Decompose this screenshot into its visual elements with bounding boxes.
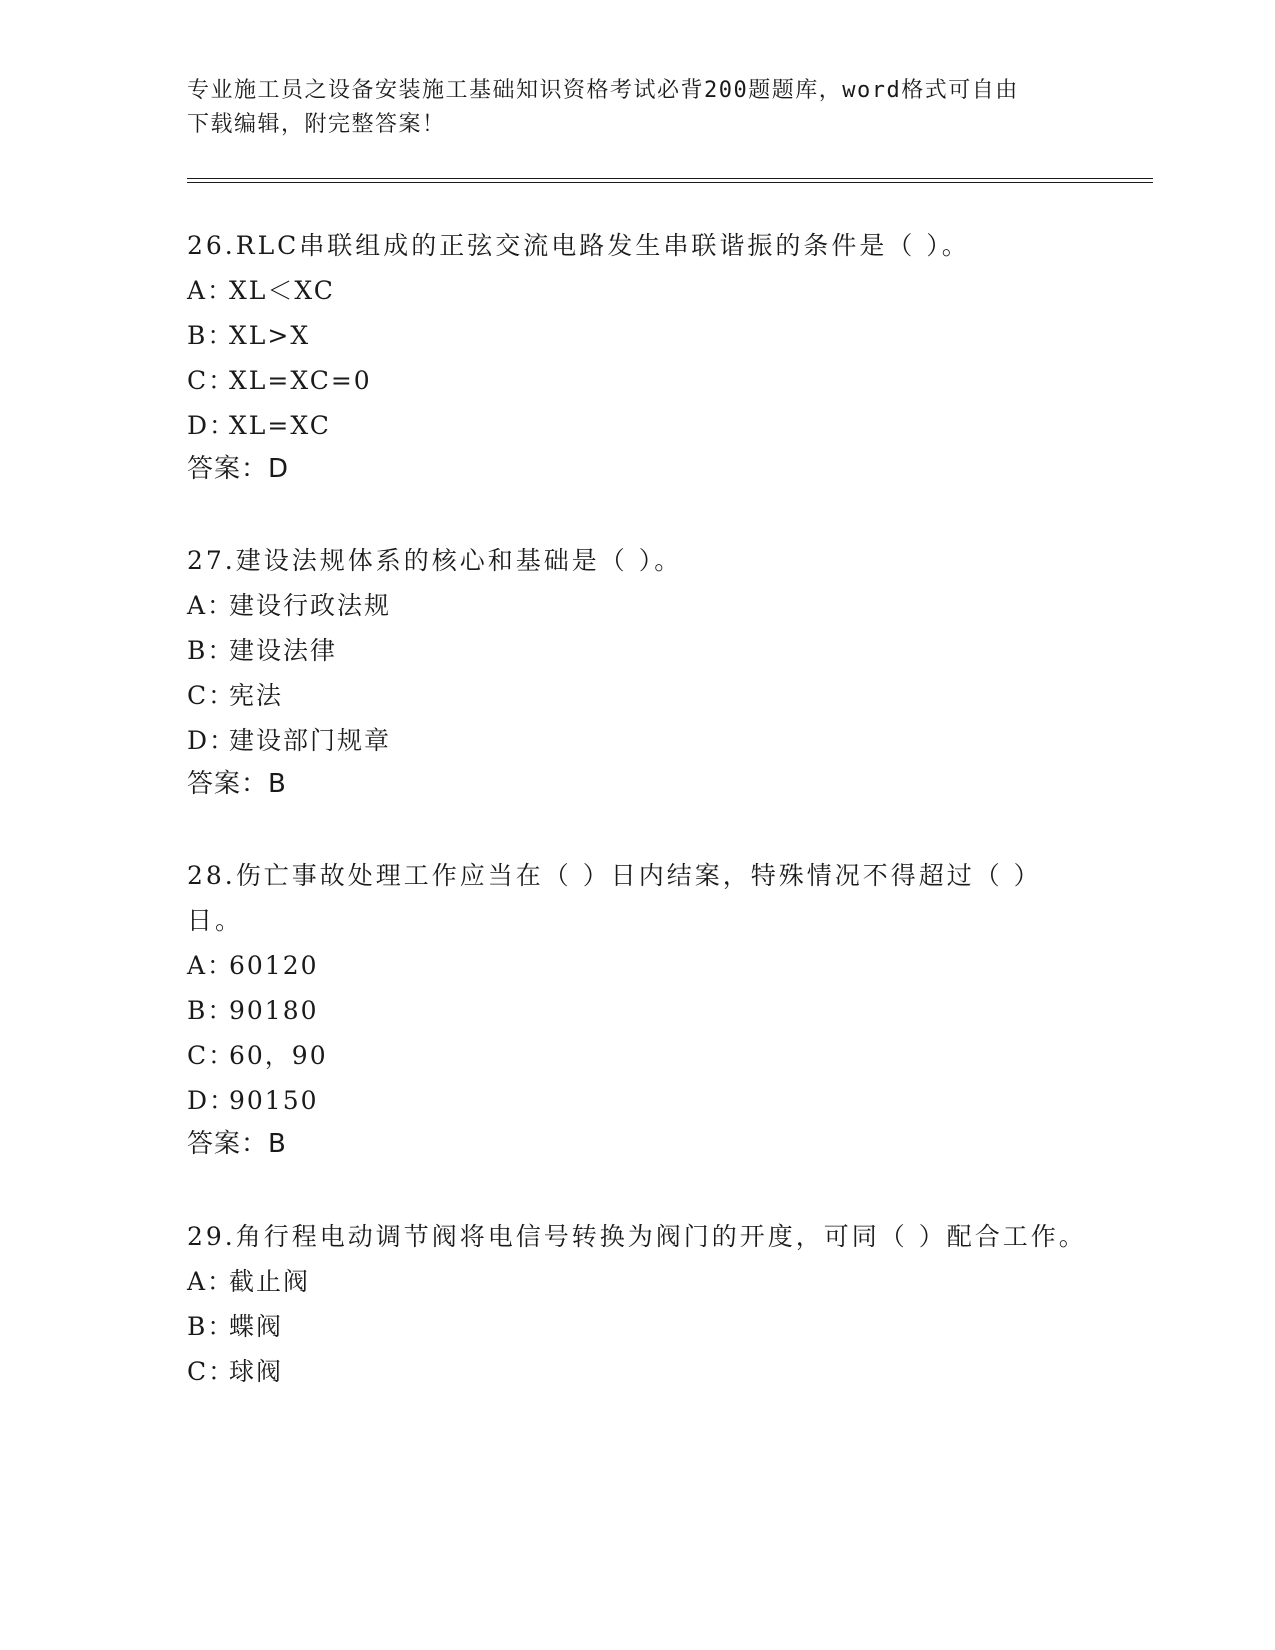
question-27 [187, 538, 1087, 805]
option-a [187, 943, 1087, 988]
option-c [187, 358, 1087, 403]
option-text: 60120 [229, 951, 319, 980]
option-b [187, 313, 1087, 358]
option-text: 建设部门规章 [229, 726, 392, 755]
answer-label: 答案：B [187, 769, 287, 799]
option-key: B： [187, 321, 235, 350]
option-key: A： [187, 591, 235, 620]
header-line-1: 专业施工员之设备安装施工基础知识资格考试必背200题题库，word格式可自由 [187, 78, 1019, 103]
option-text: 建设行政法规 [229, 591, 392, 620]
answer-label: 答案：B [187, 1129, 287, 1159]
option-a [187, 1259, 1087, 1304]
question-stem: 29.角行程电动调节阀将电信号转换为阀门的开度，可同（ ）配合工作。 [187, 1222, 1087, 1251]
option-text: 90180 [229, 996, 319, 1025]
option-d [187, 403, 1087, 448]
answer-label: 答案：D [187, 454, 290, 484]
option-d [187, 718, 1087, 763]
option-key: B： [187, 1312, 235, 1341]
option-b [187, 988, 1087, 1033]
document-header [187, 74, 1067, 142]
option-key: A： [187, 1267, 235, 1296]
option-key: A： [187, 951, 235, 980]
option-text: XL＜XC [229, 276, 335, 305]
option-c [187, 1349, 1087, 1394]
option-c [187, 1033, 1087, 1078]
option-a [187, 583, 1087, 628]
option-key: D： [187, 726, 237, 755]
option-text: XL=XC=0 [229, 366, 372, 395]
option-d [187, 1078, 1087, 1123]
header-double-rule [187, 178, 1153, 183]
option-key: B： [187, 996, 235, 1025]
question-28 [187, 853, 1087, 1165]
option-key: C： [187, 681, 236, 710]
option-text: 截止阀 [229, 1267, 311, 1296]
option-text: 建设法律 [229, 636, 338, 665]
option-key: D： [187, 1086, 237, 1115]
header-line-2: 下载编辑，附完整答案！ [187, 112, 446, 137]
option-a [187, 268, 1087, 313]
option-text: XL>X [229, 321, 311, 350]
option-key: C： [187, 366, 236, 395]
option-b [187, 628, 1087, 673]
option-key: D： [187, 411, 237, 440]
question-stem: 26.RLC串联组成的正弦交流电路发生串联谐振的条件是（ ）。 [187, 231, 970, 260]
option-text: 90150 [229, 1086, 319, 1115]
question-29 [187, 1214, 1087, 1394]
option-text: XL=XC [229, 411, 331, 440]
option-text: 60，90 [229, 1041, 328, 1070]
question-stem: 28.伤亡事故处理工作应当在（ ）日内结案，特殊情况不得超过（ ）日。 [187, 861, 1042, 935]
option-key: B： [187, 636, 235, 665]
question-stem: 27.建设法规体系的核心和基础是（ ）。 [187, 546, 683, 575]
option-key: C： [187, 1041, 236, 1070]
option-key: C： [187, 1357, 236, 1386]
option-b [187, 1304, 1087, 1349]
option-text: 球阀 [229, 1357, 284, 1386]
option-c [187, 673, 1087, 718]
option-text: 蝶阀 [229, 1312, 284, 1341]
option-key: A： [187, 276, 235, 305]
option-text: 宪法 [229, 681, 284, 710]
question-26 [187, 223, 1087, 490]
